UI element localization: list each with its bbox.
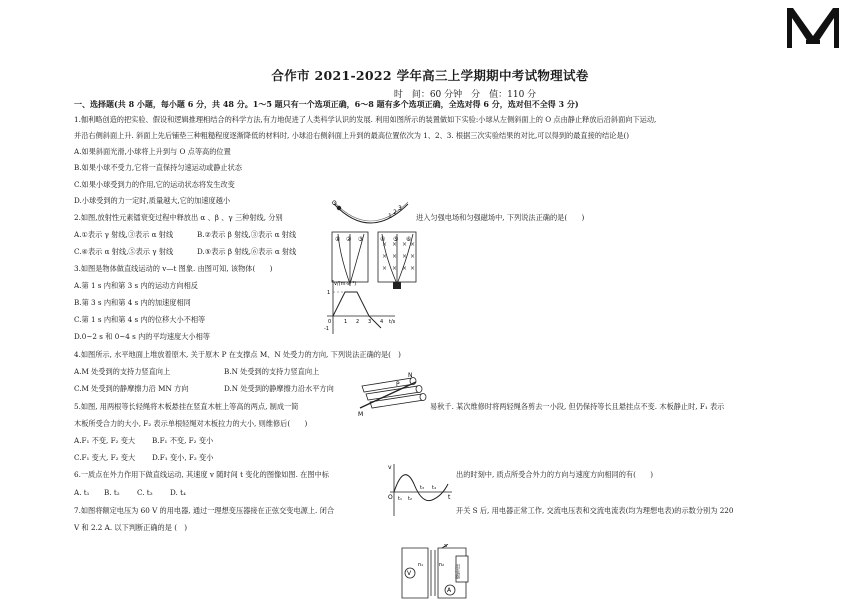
q2-label-5: ⑤: [393, 236, 399, 243]
q7-label-v: V: [407, 570, 412, 577]
q3-option-b: B.第 3 s 内和第 4 s 内的加速度相同: [74, 298, 191, 307]
q6-stem-left: 6.一质点在外力作用下做直线运动, 其速度 v 随时间 t 变化的图像如图. 在图中标: [74, 470, 329, 479]
q2-option-d: D.⑤表示 β 射线,⑥表示 α 射线: [197, 247, 297, 256]
q4-option-a: A.M 处受到的支持力竖直向上: [74, 367, 171, 376]
q7-label-a: A: [447, 587, 452, 594]
q4-option-d: D.N 处受到的静摩擦力沿水平方向: [224, 384, 334, 393]
q3-xtick-4: 4: [380, 319, 384, 325]
svg-text:×: ×: [392, 265, 398, 272]
svg-text:×: ×: [410, 265, 416, 272]
q1-label-o: O: [332, 200, 337, 207]
q5-option-a: A.F₁ 不变, F₂ 变大: [74, 436, 136, 445]
q3-xtick-2: 2: [356, 319, 360, 325]
q2-label-2: ②: [346, 236, 352, 243]
q7-label-n2: n₂: [439, 562, 445, 568]
q3-ytick-1: 1: [327, 290, 331, 296]
q2-label-6: ⑥: [406, 236, 412, 243]
q5-line2: 木板所受合力的大小, F₂ 表示单根轻绳对木板拉力的大小, 则维修后( ): [74, 419, 308, 428]
q2-label-1: ①: [335, 236, 341, 243]
q3-stem: 3.如图是物体做直线运动的 v—t 图象. 由图可知, 该物体( ): [74, 264, 273, 273]
q2-option-b: B.②表示 β 射线,③表示 α 射线: [197, 230, 297, 239]
q2-label-4: ④: [380, 236, 386, 243]
q5-option-d: D.F₁ 变小, F₂ 变小: [152, 453, 214, 462]
q1-option-b: B.如果小球不受力,它将一直保持匀速运动或静止状态: [74, 163, 242, 172]
q4-label-m: M: [358, 411, 364, 418]
q1-label-3: 3: [398, 205, 402, 212]
q1-line1: 1.伽利略创造的把实验、假设和逻辑推理相结合的科学方法,有力地促进了人类科学认识的发展. 利用如图所示的装置做如下实验:小球从左侧斜面上的 O 点由静止释放后沿斜面向下运动,: [74, 115, 657, 124]
q3-xtick-1: 1: [344, 319, 348, 325]
svg-text:×: ×: [402, 253, 408, 260]
q1-line2: 并沿右侧斜面上升. 斜面上先后铺垫三种粗糙程度逐渐降低的材料时, 小球沿右侧斜面上升到的最高位置依次为 1、2、3. 根据三次实验结果的对比,可以得到的最直接的结论是(): [74, 131, 630, 140]
q1-label-2: 2: [393, 209, 397, 216]
q3-xtick-3: 3: [368, 319, 372, 325]
ball: [337, 206, 341, 210]
q6-option-c: C. t₃: [137, 488, 153, 497]
q1-option-d: D.小球受到的力一定时,质量越大,它的加速度越小: [74, 196, 231, 205]
page-title: 合作市 2021-2022 学年高三上学期期中考试物理试卷: [271, 68, 589, 83]
q4-label-n: N: [408, 372, 413, 379]
q6-stem-right: 出的时刻中, 质点所受合外力的方向与速度方向相同的有( ): [456, 470, 654, 479]
q7-circuit-figure: [398, 544, 472, 602]
q3-option-c: C.第 1 s 内和第 4 s 内的位移大小不相等: [74, 315, 206, 324]
q3-ytick-neg1: -1: [324, 326, 329, 332]
q2-label-3: ③: [358, 236, 364, 243]
q6-option-b: B. t₂: [104, 488, 120, 497]
q6-label-t4: t₄: [432, 485, 436, 491]
q3-xtick-0: 0: [328, 319, 332, 325]
q6-vt-graph: [386, 462, 454, 518]
q6-label-v: v: [388, 464, 392, 471]
q6-option-d: D. t₄: [170, 488, 186, 497]
svg-text:×: ×: [392, 253, 398, 260]
svg-text:×: ×: [410, 253, 416, 260]
svg-text:×: ×: [410, 241, 416, 248]
q5-stem-right: 易秋千. 某次维修时将两轻绳各剪去一小段, 但仍保持等长且悬挂点不变. 木板静止时, F₁ 表示: [430, 402, 725, 411]
q7-line2: V 和 2.2 A. 以下判断正确的是 ( ): [74, 523, 188, 532]
q6-label-t3: t₃: [420, 485, 424, 491]
q2-option-c: C.④表示 α 射线,⑤表示 γ 射线: [74, 247, 174, 256]
q6-label-o: O: [388, 494, 393, 501]
q6-option-a: A. t₁: [74, 488, 90, 497]
q7-stem-right: 开关 S 后, 用电器正常工作, 交流电压表和交流电流表(均为理想电表)的示数分别为 220: [456, 506, 734, 515]
q5-option-c: C.F₁ 变大, F₂ 变大: [74, 453, 136, 462]
svg-text:×: ×: [382, 265, 388, 272]
q4-option-b: B.N 处受到的支持力竖直向上: [224, 367, 320, 376]
q3-vt-graph: [323, 276, 399, 338]
q3-option-d: D.0~2 s 和 0~4 s 内的平均速度大小相等: [74, 332, 210, 341]
q4-stem: 4.如图所示, 水平地面上堆放着原木, 关于原木 P 在支撑点 M、N 处受力的方向, 下列说法正确的是( ): [74, 350, 401, 359]
svg-text:×: ×: [402, 241, 408, 248]
q3-option-a: A.第 1 s 内和第 3 s 内的运动方向相反: [74, 281, 198, 290]
q2-option-a: A.①表示 γ 射线,③表示 α 射线: [74, 230, 174, 239]
q7-stem-left: 7.如图将额定电压为 60 V 的用电器, 通过一理想变压器接在正弦交变电源上. 闭合: [74, 506, 335, 515]
svg-text:×: ×: [402, 265, 408, 272]
q1-label-1: 1: [388, 213, 392, 220]
q1-option-a: A.如果斜面光滑,小球将上升到与 O 点等高的位置: [74, 147, 231, 156]
svg-text:×: ×: [382, 253, 388, 260]
q7-label-n1: n₁: [418, 562, 424, 568]
q7-label-s: S: [444, 544, 448, 549]
q3-xlabel: t/s: [389, 319, 396, 325]
section-heading: 一、选择题(共 8 小题，每小题 6 分，共 48 分。1～5 题只有一个选项正确，6～8 题有多个选项正确，全选对得 6 分，选对但不全得 3 分): [74, 99, 579, 109]
q3-ylabel: v/(m·s⁻¹): [334, 281, 357, 287]
q5-stem-left: 5.如图, 用两根等长轻绳将木板悬挂在竖直木桩上等高的两点, 制成一简: [74, 402, 299, 411]
q2-stem-right: 进入匀强电场和匀强磁场中, 下列说法正确的是( ): [416, 213, 585, 222]
q7-label-device: 用电器: [454, 564, 460, 579]
q4-option-c: C.M 处受到的静摩擦力沿 MN 方向: [74, 384, 189, 393]
q1-option-c: C.如果小球受到力的作用,它的运动状态将发生改变: [74, 180, 235, 189]
logo: [784, 6, 842, 50]
q6-label-t: t: [448, 494, 451, 501]
time-score: 时 间：60 分钟 分 值：110 分: [393, 90, 537, 100]
q4-label-p: P: [396, 381, 400, 388]
q6-label-t2: t₂: [408, 496, 412, 502]
q2-stem-left: 2.如图,放射性元素镭衰变过程中释放出 α 、β 、γ 三种射线, 分别: [74, 213, 283, 222]
svg-text:×: ×: [392, 241, 398, 248]
q6-label-t1: t₁: [398, 496, 402, 502]
q4-logs-figure: [356, 372, 430, 418]
svg-text:×: ×: [382, 241, 388, 248]
q5-option-b: B.F₁ 不变, F₂ 变小: [152, 436, 214, 445]
